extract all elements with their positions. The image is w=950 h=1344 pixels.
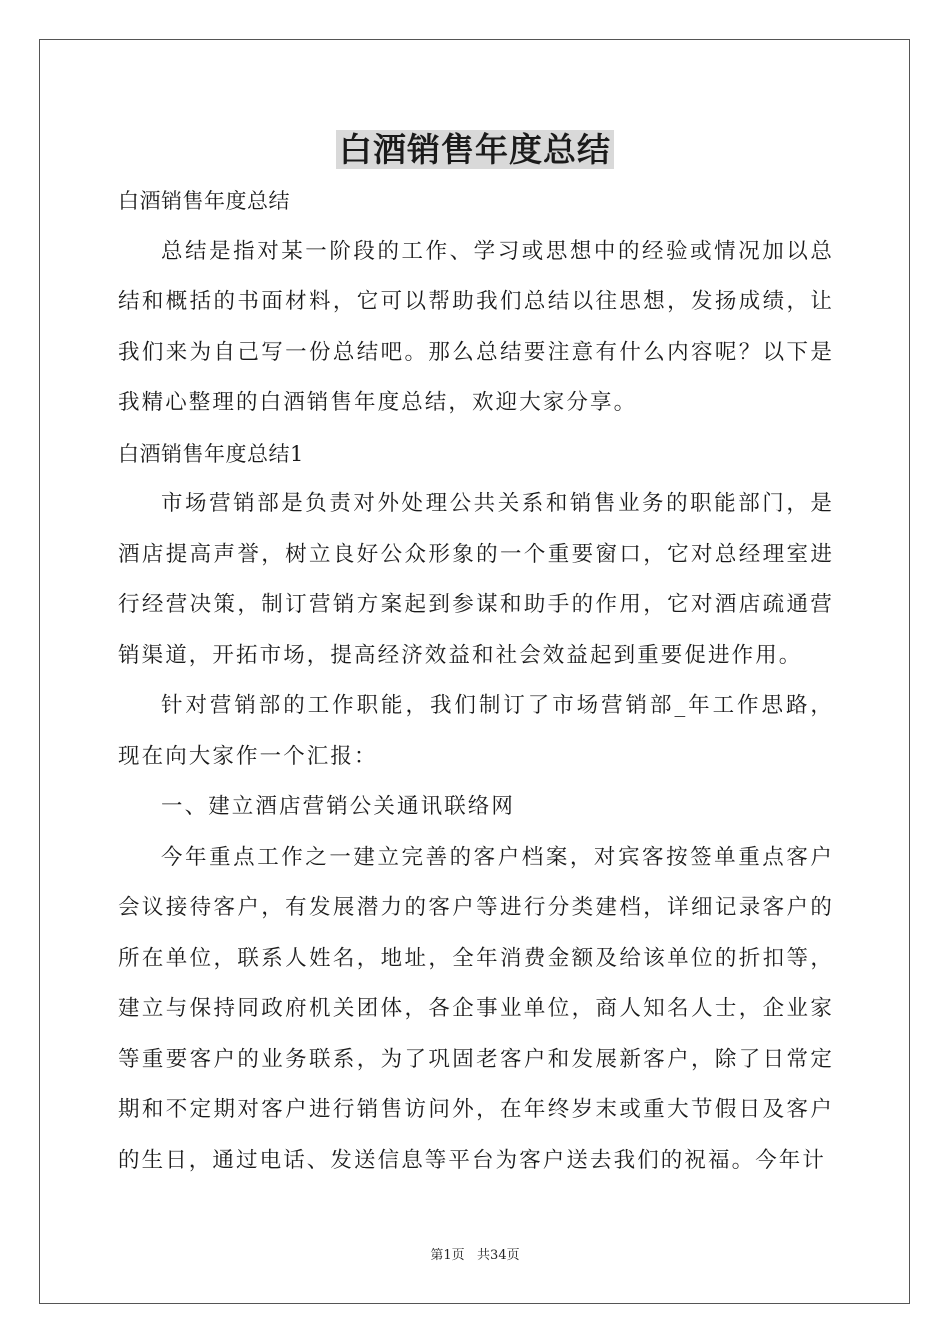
paragraph-section-heading: 白酒销售年度总结1 [118, 441, 304, 466]
paragraph-marketing-dept: 市场营销部是负责对外处理公共关系和销售业务的职能部门，是酒店提高声誉，树立良好公众形象的一个重要窗口，它对总经理室进行经营决策，制订营销方案起到参谋和助手的作用，它对酒店疏通营销渠道，开拓市场，提高经济效益和社会效益起到重要促进作用。 [118, 491, 834, 668]
paragraph-work-plan: 针对营销部的工作职能，我们制订了市场营销部_年工作思路，现在向大家作一个汇报： [118, 693, 834, 769]
document-title-text: 白酒销售年度总结 [336, 130, 614, 169]
paragraph-subtitle: 白酒销售年度总结 [118, 189, 290, 213]
paragraph-intro: 总结是指对某一阶段的工作、学习或思想中的经验或情况加以总结和概括的书面材料，它可以帮助我们总结以往思想，发扬成绩，让我们来为自己写一份总结吧。那么总结要注意有什么内容呢？以下是我精心整理的白酒销售年度总结，欢迎大家分享。 [118, 238, 834, 415]
page-footer: 第1页 共34页 [430, 1248, 520, 1263]
document-body [118, 176, 834, 1186]
paragraph-item-one: 一、建立酒店营销公关通讯联络网 [161, 794, 516, 819]
paragraph-client-records: 今年重点工作之一建立完善的客户档案，对宾客按签单重点客户会议接待客户，有发展潜力的客户等进行分类建档，详细记录客户的所在单位，联系人姓名，地址，全年消费金额及给该单位的折扣等，建立与保持同政府机关团体，各企事业单位，商人知名人士，企业家等重要客户的业务联系，为了巩固老客户和发展新客户，除了日常定期和不定期对客户进行销售访问外，在年终岁末或重大节假日及客户的生日，通过电话、发送信息等平台为客户送去我们的祝福。今年计 [118, 844, 834, 1173]
document-title [0, 128, 950, 172]
